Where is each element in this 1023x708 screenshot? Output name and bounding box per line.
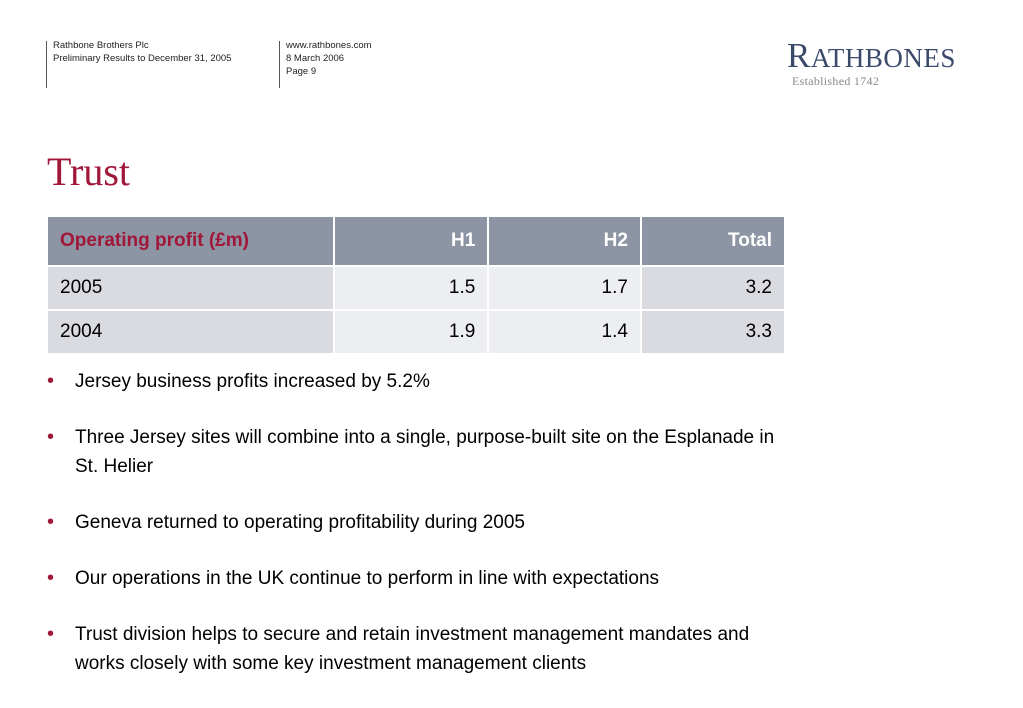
- table-header-row: [47, 216, 785, 266]
- column-header-operating-profit: Operating profit (£m): [47, 216, 334, 266]
- bullet-list: [46, 367, 786, 705]
- bullet-icon: •: [47, 426, 55, 448]
- website-link[interactable]: www.rathbones.com: [286, 40, 372, 51]
- logo-wordmark: [787, 38, 956, 76]
- table-row: [47, 310, 785, 354]
- table-row: [47, 266, 785, 310]
- bullet-icon: •: [47, 623, 55, 645]
- rathbones-logo: [787, 38, 956, 89]
- header-divider-middle: [279, 41, 280, 88]
- column-header-h1: H1: [334, 216, 489, 266]
- cell-total: 3.2: [641, 266, 785, 310]
- list-item: [46, 423, 786, 481]
- cell-h1: 1.9: [334, 310, 489, 354]
- list-item: [46, 367, 786, 396]
- operating-profit-table: [46, 215, 786, 355]
- list-item: [46, 508, 786, 537]
- bullet-text: Our operations in the UK continue to perform in line with expectations: [75, 568, 660, 589]
- slide-title: Trust: [47, 149, 131, 194]
- logo-initial: R: [787, 36, 811, 75]
- header-company-info: [53, 39, 231, 65]
- logo-tagline: Established 1742: [792, 74, 880, 88]
- bullet-icon: •: [47, 511, 55, 533]
- bullet-text: Geneva returned to operating profitability during 2005: [75, 512, 525, 533]
- column-header-h2: H2: [488, 216, 641, 266]
- column-header-total: Total: [641, 216, 785, 266]
- list-item: [46, 564, 786, 593]
- header-divider-left: [46, 41, 47, 88]
- report-title: Preliminary Results to December 31, 2005: [53, 53, 232, 64]
- cell-total: 3.3: [641, 310, 785, 354]
- row-label: 2005: [47, 266, 334, 310]
- bullet-text: Jersey business profits increased by 5.2%: [75, 371, 430, 392]
- company-name: Rathbone Brothers Plc: [53, 40, 149, 51]
- header-meta-info: [286, 39, 372, 78]
- cell-h2: 1.4: [488, 310, 641, 354]
- logo-rest: ATHBONES: [810, 43, 956, 73]
- bullet-text: Trust division helps to secure and retain investment management mandates and works closely with some key investment management clients: [75, 624, 750, 674]
- report-date: 8 March 2006: [286, 53, 345, 64]
- list-item: [46, 620, 786, 678]
- cell-h2: 1.7: [488, 266, 641, 310]
- bullet-text: Three Jersey sites will combine into a single, purpose-built site on the Esplanade in St. Helier: [75, 427, 775, 477]
- bullet-icon: •: [47, 567, 55, 589]
- row-label: 2004: [47, 310, 334, 354]
- bullet-icon: •: [47, 370, 55, 392]
- cell-h1: 1.5: [334, 266, 489, 310]
- page-number: Page 9: [286, 66, 317, 77]
